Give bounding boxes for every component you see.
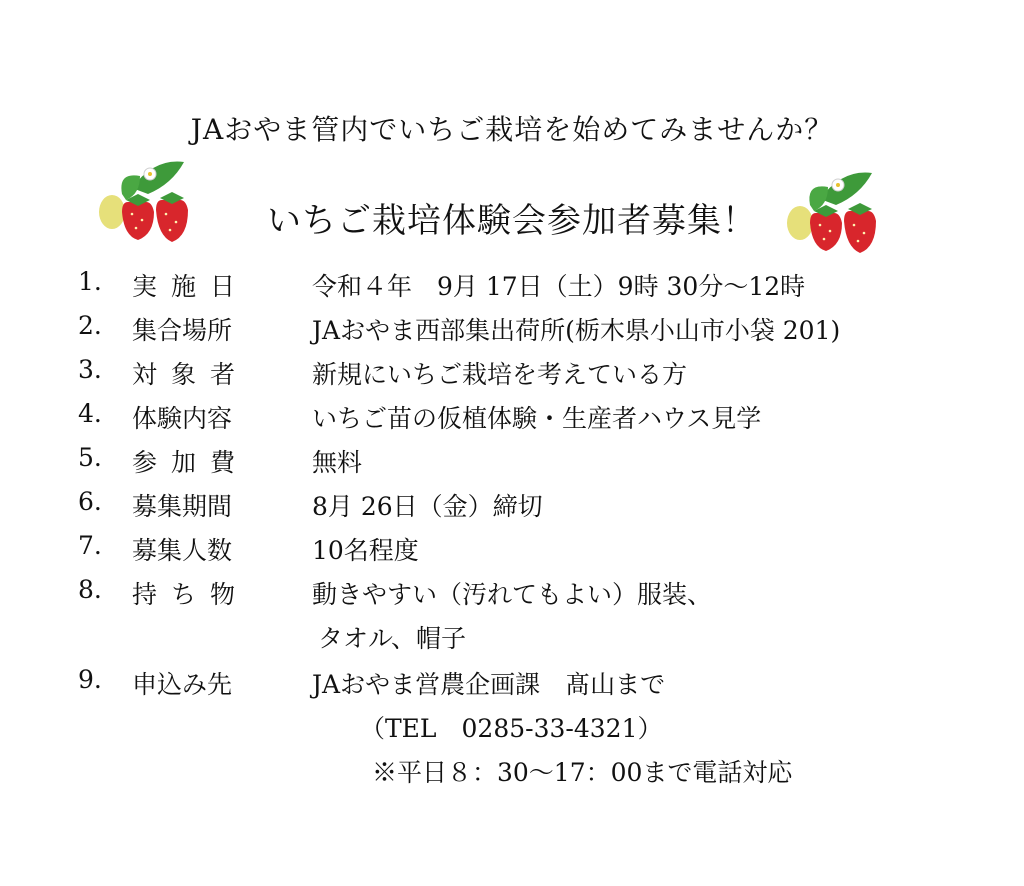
item-label: 募集人数 [132,536,233,565]
list-item-period [0,487,1024,527]
page-heading: JAおやま管内でいちご栽培を始めてみませんか？ [190,113,834,146]
item-number: 4. [78,399,102,428]
item-value: 10名程度 [312,536,419,565]
list-item-meeting-place [0,311,1024,351]
contact-phone: （TEL 0285-33-4321） [360,714,663,743]
item-number: 3. [78,355,102,384]
list-item-fee [0,443,1024,483]
item-value-continued: タオル、帽子 [318,624,467,653]
item-label: 実施日 [132,272,250,301]
item-value: いちご苗の仮植体験・生産者ハウス見学 [312,404,762,433]
item-value: 令和４年 9月 17日（土）9時 30分～12時 [312,272,806,301]
item-number: 2. [78,311,102,340]
item-label: 体験内容 [132,404,233,433]
item-number: 1. [78,267,102,296]
page-title: いちご栽培体験会参加者募集！ [267,201,757,241]
item-label: 対象者 [132,360,250,389]
item-value: 無料 [312,448,363,477]
list-item-target [0,355,1024,395]
item-label: 集合場所 [132,316,233,345]
item-number: 8. [78,575,102,604]
list-item-contact [0,665,1024,705]
item-value: 新規にいちご栽培を考えている方 [312,360,688,389]
strawberry-icon [780,161,892,257]
item-value: 8月 26日（金）締切 [312,492,543,521]
item-number: 6. [78,487,102,516]
item-number: 9. [78,665,102,694]
item-label: 募集期間 [132,492,233,521]
contact-hours-note: ※平日８：30～17：00まで電話対応 [372,758,793,787]
item-value: JAおやま西部集出荷所(栃木県小山市小袋 201) [312,316,841,345]
item-label: 参加費 [132,448,250,477]
list-item-content [0,399,1024,439]
list-item-belongings [0,575,1024,615]
list-item-capacity [0,531,1024,571]
list-item-date [0,267,1024,307]
item-number: 7. [78,531,102,560]
item-label: 持ち物 [132,580,250,609]
item-number: 5. [78,443,102,472]
item-label: 申込み先 [132,670,233,699]
item-value: 動きやすい（汚れてもよい）服装、 [312,580,713,609]
item-value: JAおやま営農企画課 髙山まで [312,670,666,699]
